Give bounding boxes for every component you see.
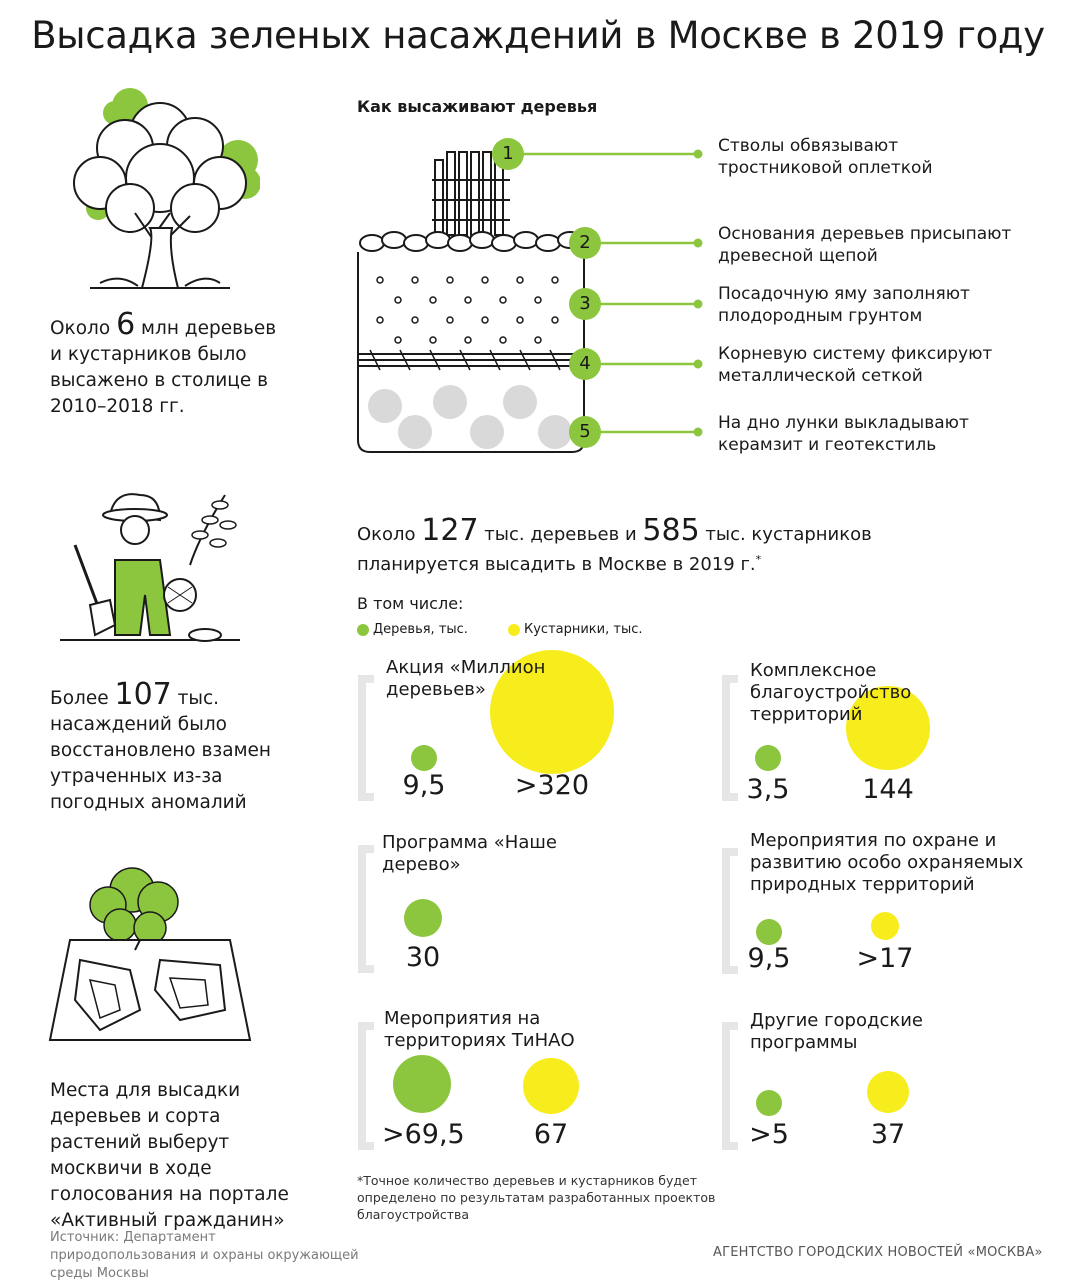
step-connectors (490, 135, 710, 450)
trees-value: 9,5 (402, 770, 446, 801)
group-bracket (358, 675, 374, 801)
legend-shrubs-swatch (508, 624, 520, 636)
group-label: Мероприятия на территориях ТиНАО (384, 1008, 575, 1051)
shrubs-bubble (867, 1071, 909, 1113)
legend-trees-label: Деревья, тыс. (373, 622, 468, 637)
trees-bubble (393, 1055, 451, 1113)
trees-value: >5 (749, 1119, 789, 1150)
shrubs-value: 67 (533, 1119, 569, 1150)
shrubs-value: 37 (870, 1119, 906, 1150)
trees-bubble (404, 899, 442, 937)
step-text-2: Основания деревьев присыпают древесной щепой (718, 224, 1012, 266)
trees-value: 9,5 (747, 943, 791, 974)
fact-vote: Места для высадки деревьев и сорта растений выберут москвичи в ходе голосования на портале «Активный гражданин» (50, 1080, 289, 1231)
step-text-4: Корневую систему фиксируют металлической сеткой (718, 344, 993, 386)
including-label: В том числе: (357, 594, 464, 613)
legend-shrubs (508, 622, 643, 637)
step-marker-1: 1 (502, 143, 514, 164)
page-title: Высадка зеленых насаждений в Москве в 2019 году (31, 14, 1045, 57)
trees-value: >69,5 (382, 1119, 465, 1150)
group-bracket (358, 845, 374, 973)
step-marker-5: 5 (579, 421, 591, 442)
fact-planted: Около 6 млн деревьев и кустарников было высажено в столице в 2010–2018 гг. (50, 307, 277, 417)
plan-statement: Около 127 тыс. деревьев и 585 тыс. кустарников планируется высадить в Москве в 2019 г.* (357, 513, 872, 575)
footnote: *Точное количество деревьев и кустарников будет определено по результатам разработанных проектов благоустройства (357, 1173, 716, 1222)
trees-value: 3,5 (746, 774, 790, 805)
trees-bubble (756, 919, 782, 945)
trees-value: 30 (405, 942, 441, 973)
step-text-5: На дно лунки выкладывают керамзит и геотекстиль (718, 413, 969, 455)
legend-trees-swatch (357, 624, 369, 636)
shrubs-value: >17 (856, 943, 914, 974)
group-label: Мероприятия по охране и развитию особо охраняемых природных территорий (750, 830, 1024, 895)
shrubs-bubble (523, 1058, 580, 1115)
legend-shrubs-label: Кустарники, тыс. (524, 622, 643, 637)
shrubs-value: >320 (514, 770, 590, 801)
group-bracket (358, 1022, 374, 1150)
source-note: Источник: Департамент природопользования и охраны окружающей среды Москвы (50, 1230, 359, 1280)
step-marker-3: 3 (579, 293, 591, 314)
trees-bubble (756, 1090, 782, 1116)
step-text-3: Посадочную яму заполняют плодородным грунтом (718, 284, 970, 326)
step-marker-2: 2 (579, 232, 591, 253)
trees-bubble (755, 745, 781, 771)
shrubs-value: 144 (862, 774, 914, 805)
legend-trees (357, 622, 468, 637)
group-label: Другие городские программы (750, 1010, 923, 1053)
agency-credit: АГЕНТСТВО ГОРОДСКИХ НОВОСТЕЙ «МОСКВА» (713, 1245, 1043, 1260)
group-label: Комплексное благоустройство территорий (750, 660, 912, 725)
trees-bubble (411, 745, 437, 771)
group-label: Программа «Наше дерево» (382, 832, 557, 875)
gardener-illustration (50, 475, 250, 655)
howto-heading: Как высаживают деревья (357, 97, 598, 116)
step-text-1: Стволы обвязывают тростниковой оплеткой (718, 136, 933, 178)
map-tree-illustration (40, 860, 260, 1050)
shrubs-bubble (871, 912, 900, 941)
fact-restored: Более 107 тыс. насаждений было восстановлено взамен утраченных из-за погодных аномалий (50, 677, 272, 813)
step-marker-4: 4 (579, 353, 591, 374)
tree-illustration (60, 88, 260, 298)
group-label: Акция «Миллион деревьев» (386, 657, 546, 700)
